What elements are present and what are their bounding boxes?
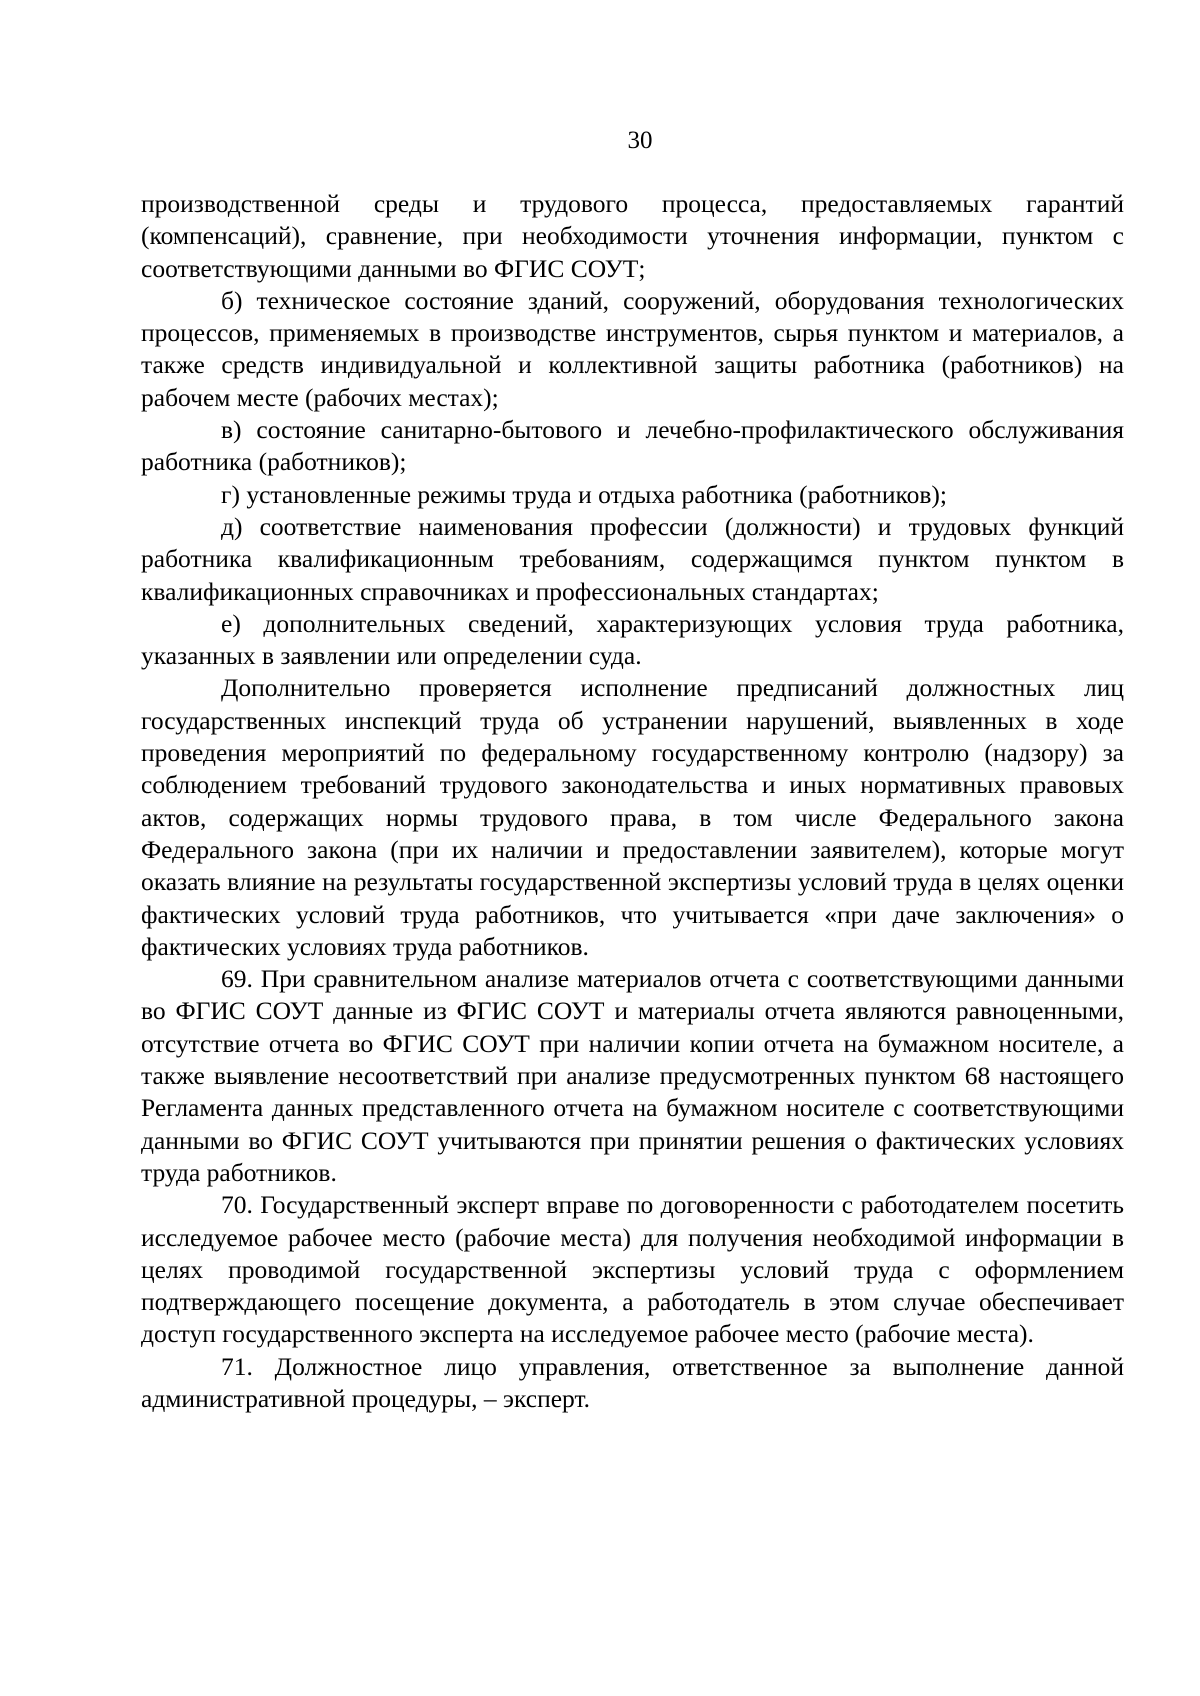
paragraph-71: 71. Должностное лицо управления, ответственное за выполнение данной административной процедуры, – эксперт. (141, 1351, 1124, 1413)
paragraph-item-v: в) состояние санитарно-бытового и лечебно-профилактического обслуживания работника (работников); (141, 415, 1124, 477)
paragraph-item-d: д) соответствие наименования профессии (должности) и трудовых функций работника квалификационным требованиям, содержащимся пунктом пунктом в квалификационных справочниках и профессиональных стандартах; (141, 511, 1124, 606)
paragraph-item-b: б) техническое состояние зданий, сооружений, оборудования технологических процессов, применяемых в производстве инструментов, сырья пунктом и материалов, а также средств индивидуальной и коллективной защиты работника (работников) на рабочем месте (рабочих местах); (141, 285, 1124, 412)
document-body (141, 188, 1124, 1415)
paragraph-continuation: производственной среды и трудового процесса, предоставляемых гарантий (компенсаций), сравнение, при необходимости уточнения информации, пунктом с соответствующими данными во ФГИС СОУТ; (141, 189, 1124, 283)
paragraph-69: 69. При сравнительном анализе материалов отчета с соответствующими данными во ФГИС СОУТ данные из ФГИС СОУТ и материалы отчета являются равноценными, отсутствие отчета во ФГИС СОУТ при наличии копии отчета на бумажном носителе, а также выявление несоответствий при анализе предусмотренных пунктом 68 настоящего Регламента данных представленного отчета на бумажном носителе с соответствующими данными во ФГИС СОУТ учитываются при принятии решения о фактических условиях труда работников. (141, 964, 1124, 1187)
page-number: 30 (627, 127, 653, 154)
paragraph-70: 70. Государственный эксперт вправе по договоренности с работодателем посетить исследуемое рабочее место (рабочие места) для получения необходимой информации в целях проводимой государственной экспертизы условий труда с оформлением подтверждающего посещение документа, а работодатель в этом случае обеспечивает доступ государственного эксперта на исследуемое рабочее место (рабочие места). (141, 1190, 1124, 1349)
paragraph-additional-check: Дополнительно проверяется исполнение предписаний должностных лиц государственных инспекций труда об устранении нарушений, выявленных в ходе проведения мероприятий по федеральному государственному контролю (надзору) за соблюдением требований трудового законодательства и иных нормативных правовых актов, содержащих нормы трудового права, в том числе Федерального закона Федерального закона (при их наличии и предоставлении заявителем), которые могут оказать влияние на результаты государственной экспертизы условий труда в целях оценки фактических условий труда работников, что учитывается «при даче заключения» о фактических условиях труда работников. (141, 673, 1124, 961)
paragraph-item-g: г) установленные режимы труда и отдыха работника (работников); (221, 479, 947, 509)
paragraph-item-e: е) дополнительных сведений, характеризующих условия труда работника, указанных в заявлении или определении суда. (141, 608, 1124, 671)
